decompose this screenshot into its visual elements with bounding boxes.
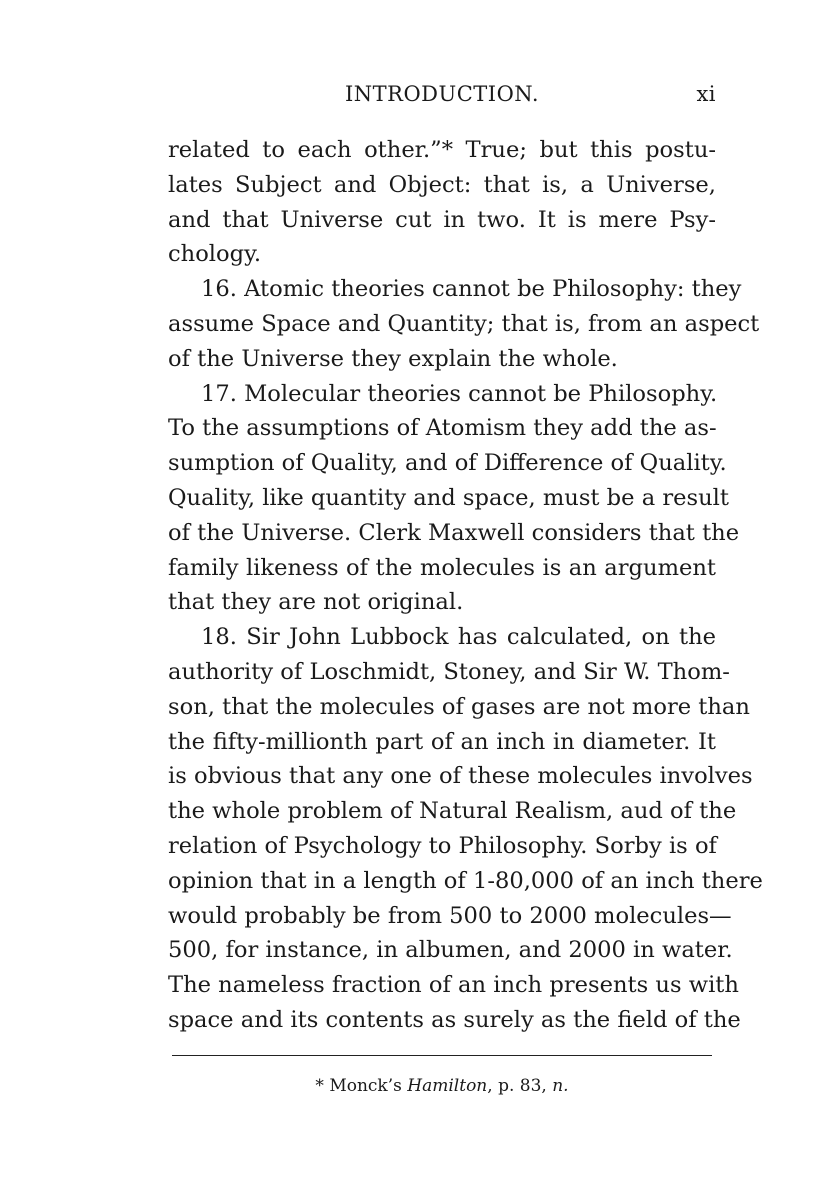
text-line: son, that the molecules of gases are not more than xyxy=(168,693,750,720)
running-title: INTRODUCTION. xyxy=(344,82,540,106)
footnote xyxy=(168,1076,716,1096)
text-line: sumption of Quality, and of Difference of Quality. xyxy=(168,450,727,477)
text-line: opinion that in a length of 1-80,000 of an inch there xyxy=(168,867,763,894)
text-line: The nameless fraction of an inch presents us with xyxy=(168,972,739,999)
text-line: the whole problem of Natural Realism, aud of the xyxy=(168,798,737,825)
text-line: that they are not original. xyxy=(168,589,464,616)
page-number: xi xyxy=(696,82,716,106)
text-line: relation of Psychology to Philosophy. Sorby is of xyxy=(168,832,717,859)
paragraph-18-start: 18. Sir John Lubbock has calculated, on the xyxy=(201,624,716,651)
text-line: Quality, like quantity and space, must be a result xyxy=(168,484,729,511)
text-line: To the assumptions of Atomism they add the as- xyxy=(168,415,717,442)
text-line: authority of Loschmidt, Stoney, and Sir W. Thom- xyxy=(168,658,730,685)
text-line: chology. xyxy=(168,241,262,268)
paragraph-17-start: 17. Molecular theories cannot be Philosophy. xyxy=(201,380,718,407)
footnote-divider xyxy=(172,1055,712,1056)
footnote-note-marker: n. xyxy=(552,1076,569,1096)
text-line: space and its contents as surely as the field of the xyxy=(168,1006,741,1033)
paragraph-16-start: 16. Atomic theories cannot be Philosophy: they xyxy=(201,276,742,303)
body-text xyxy=(168,133,763,1038)
running-head xyxy=(168,82,716,112)
text-line: assume Space and Quantity; that is, from an aspect xyxy=(168,310,760,337)
text-line: 500, for instance, in albumen, and 2000 in water. xyxy=(168,937,733,964)
text-line: of the Universe they explain the whole. xyxy=(168,345,618,372)
text-line: is obvious that any one of these molecules involves xyxy=(168,763,753,790)
text-line: would probably be from 500 to 2000 molecules— xyxy=(168,902,732,929)
text-line: related to each other.”* True; but this postu- xyxy=(168,137,716,163)
footnote-prefix: * Monck’s xyxy=(315,1076,408,1096)
footnote-suffix: , p. 83, xyxy=(487,1076,553,1096)
text-line: of the Universe. Clerk Maxwell considers that the xyxy=(168,519,740,546)
text-line: lates Subject and Object: that is, a Universe, xyxy=(168,171,716,198)
footnote-title: Hamilton xyxy=(407,1076,488,1096)
text-line: the fifty-millionth part of an inch in diameter. It xyxy=(168,728,716,755)
text-line: family likeness of the molecules is an argument xyxy=(168,554,716,581)
text-line: and that Universe cut in two. It is mere Psy- xyxy=(168,206,716,233)
